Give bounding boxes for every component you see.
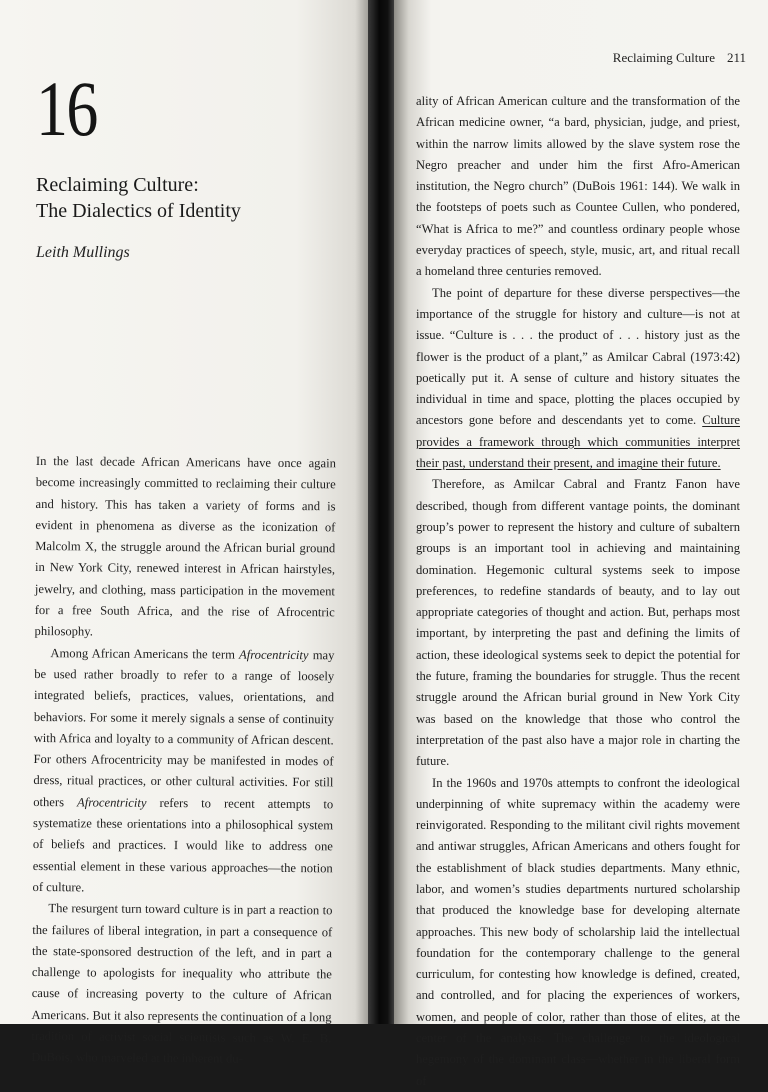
running-head-title: Reclaiming Culture bbox=[612, 50, 715, 65]
book-gutter bbox=[368, 0, 396, 1024]
left-paragraph-2-part-b: may be used rather broadly to refer to a range of loosely integrated beliefs, practices, values, orientations, and behaviors. For some it merely signals a sense of continuity with Africa and loyalty to a community of African descent. For others Afrocentricity may be manifested in modes of dress, ritual practices, or other cultural activities. For still others bbox=[33, 647, 335, 810]
right-body-text bbox=[416, 91, 740, 1092]
chapter-title-line1: Reclaiming Culture: bbox=[36, 174, 199, 196]
page-number: 211 bbox=[726, 50, 746, 65]
right-paragraph-2 bbox=[416, 283, 740, 475]
left-paragraph-2 bbox=[32, 643, 334, 901]
term-afrocentricity-1: Afrocentricity bbox=[239, 647, 309, 662]
right-paragraph-3: Therefore, as Amilcar Cabral and Frantz Fanon have described, though from different vantage points, the dominant group’s power to represent the history and culture of subaltern groups is an important tool in achieving and maintaining domination. Hegemonic cultural systems seek to impose preferences, to redefine standards of beauty, and to lay out appropriate categories of thought and action. But, perhaps most important, by interpreting the past and defining the limits of action, these ideological systems seek to depict the potential for the future, framing the boundaries for struggle. Thus the recent struggle around the African burial ground in New York City was based on the knowledge that those who control the interpretation of the past also have a major role in charting the future. bbox=[416, 477, 740, 769]
underlined-passage: Culture provides a framework through which communities interpret their past, understand their present, and imagine their future. bbox=[416, 413, 740, 471]
left-body-text bbox=[31, 451, 336, 1071]
chapter-title-line2: The Dialectics of Identity bbox=[36, 200, 241, 222]
running-head bbox=[613, 50, 746, 66]
chapter-author: Leith Mullings bbox=[36, 244, 130, 261]
left-page bbox=[0, 0, 370, 1066]
left-paragraph-3: The resurgent turn toward culture is in part a reaction to the failures of liberal integration, in part a consequence of the state-sponsored destruction of the left, and in part a challenge to apologists for inequality who attribute the cause of increasing poverty to the culture of African Americans. But it also represents the continuation of a long tradition of activist social scientists such as W. E. B. DuBois, who marveled at the inherent du- bbox=[31, 901, 333, 1066]
right-paragraph-1: ality of African American culture and the transformation of the African medicine owner, “a bard, physician, judge, and priest, within the narrow limits allowed by the slave system rose the Negro preacher and under him the first Afro-American institution, the Negro church” (DuBois 1961: 144). We walk in the footsteps of poets such as Countee Cullen, who pondered, “What is Africa to me?” and countless ordinary people whose everyday practices of speech, style, music, art, and ritual recall a homeland three centuries removed. bbox=[416, 94, 740, 279]
right-paragraph-2-part-a: The point of departure for these diverse perspectives—the importance of the struggle for history and culture—is not at issue. “Culture is . . . the product of . . . history just as the flower is the product of a plant,” as Amilcar Cabral (1973:42) poetically put it. A sense of culture and history situates the individual in time and space, plotting the places occupied by ancestors gone before and descendants yet to come. bbox=[416, 285, 740, 428]
right-paragraph-4: In the 1960s and 1970s attempts to confront the ideological underpinning of white supremacy within the academy were reinvigorated. Responding to the militant civil rights movement and antiwar struggles, African Americans and others fought for the establishment of black studies departments. Many ethnic, labor, and women’s studies departments nurtured scholarship that produced the knowledge base for developing alternate approaches. This new body of scholarship laid the intellectual foundation for the contemporary challenge to the general curriculum, for contesting how knowledge is defined, created, and controlled, and for placing the experiences of workers, women, and people of color, rather than those of elites, at the center of the analysis. The challenge to the ideological hegemony of the dominant class—whether in the liberal form of bbox=[416, 775, 740, 1088]
left-paragraph-2-part-a: Among African Americans the term bbox=[50, 645, 240, 662]
right-page bbox=[394, 0, 768, 1088]
left-paragraph-1: In the last decade African Americans have once again become increasingly committed to reclaiming their culture and history. This has taken a variety of forms and is evident in phenomena as diverse as the iconization of Malcolm X, the struggle around the African burial ground in New York City, renewed interest in African hairstyles, jewelry, and clothing, mass participation in the movement for a free South Africa, and the rise of Afrocentric philosophy. bbox=[34, 453, 336, 639]
term-afrocentricity-2: Afrocentricity bbox=[76, 795, 147, 810]
left-paragraph-2-part-c: refers to recent attempts to systematize these orientations into a philosophical system of beliefs and practices. I would like to address one essential element in these various approaches—the notion of culture. bbox=[32, 795, 334, 895]
chapter-number: 16 bbox=[36, 65, 97, 152]
chapter-title bbox=[36, 172, 241, 224]
